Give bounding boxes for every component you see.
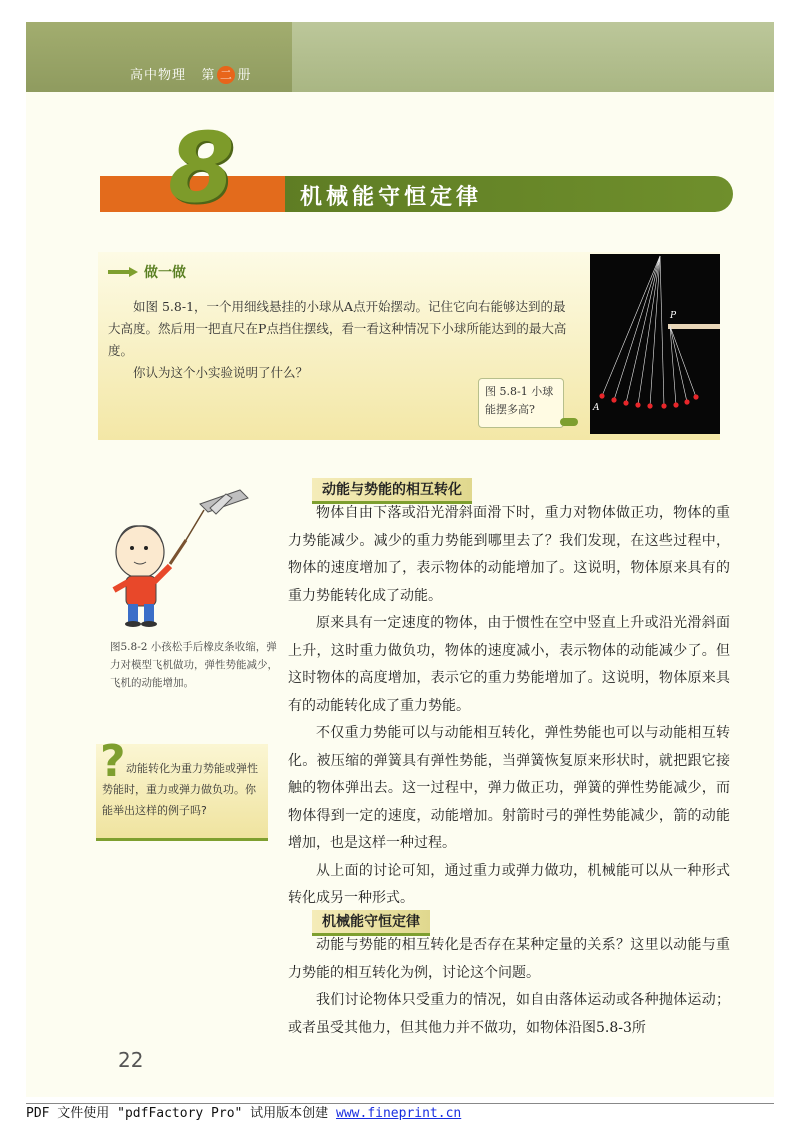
section-title: 机械能守恒定律	[312, 910, 430, 936]
arrow-icon	[108, 267, 138, 277]
label-a: A	[593, 403, 600, 413]
question-text: 动能转化为重力势能或弹性势能时，重力或弹力做负功。你能举出这样的例子吗?	[102, 762, 258, 817]
activity-heading-label: 做一做	[144, 265, 186, 281]
activity-paragraph: 如图 5.8-1，一个用细线悬挂的小球从A点开始摆动。记住它向右能够达到的最大高度。然后用一把直尺在P点挡住摆线，看一看这种情况下小球所能达到的最大高度。	[108, 299, 567, 358]
kid-slingshot-illustration	[104, 486, 274, 632]
page-number: 22	[118, 1048, 144, 1072]
footer-link[interactable]: www.fineprint.cn	[336, 1106, 462, 1121]
section-title: 动能与势能的相互转化	[312, 478, 472, 504]
chapter-title: 机械能守恒定律	[300, 184, 483, 210]
pendulum-illustration	[590, 254, 720, 434]
header-volume-prefix: 第	[201, 68, 216, 83]
pdf-footer	[26, 1102, 461, 1121]
footer-text: PDF 文件使用 "pdfFactory Pro" 试用版本创建	[26, 1106, 337, 1121]
body-paragraph: 物体自由下落或沿光滑斜面滑下时，重力对物体做正功，物体的重力势能减少。减少的重力势能到哪里去了？我们发现，在这些过程中，物体的速度增加了，表示物体的动能增加了。这说明，物体原来具有的重力势能转化成了动能。	[288, 505, 730, 604]
volume-badge: 二	[217, 66, 235, 84]
model-airplane	[200, 490, 248, 514]
chapter-number: 8	[168, 112, 235, 224]
pendulum-photo	[590, 254, 720, 434]
rubber-band	[186, 510, 204, 540]
header-volume-suffix: 册	[237, 68, 252, 83]
child-figure	[114, 526, 170, 627]
pointing-hand-icon	[560, 418, 578, 426]
body-paragraph: 我们讨论物体只受重力的情况，如自由落体运动或各种抛体运动；或者虽受其他力，但其他力并不做功，如物体沿图5.8-3所	[288, 992, 730, 1036]
label-p: P	[670, 311, 677, 321]
body-paragraph: 原来具有一定速度的物体，由于惯性在空中竖直上升或沿光滑斜面上升，这时重力做负功，物体的速度减小，表示物体的动能减少了。但这时物体的高度增加，表示它的重力势能增加了。这说明，物体原来具有的动能转化成了重力势能。	[288, 615, 730, 714]
header-subject: 高中物理	[130, 68, 187, 83]
question-mark-icon: ?	[100, 736, 126, 787]
ruler	[668, 324, 720, 329]
figure-caption-5-8-2: 图5.8-2 小孩松手后橡皮条收缩，弹力对模型飞机做功，弹性势能减少，飞机的动能增加。	[110, 641, 278, 689]
running-header	[130, 64, 251, 84]
body-paragraph: 从上面的讨论可知，通过重力或弹力做功，机械能可以从一种形式转化成另一种形式。	[288, 862, 730, 906]
section2-body	[288, 932, 730, 1042]
activity-heading	[108, 262, 186, 282]
activity-paragraph: 你认为这个小实验说明了什么？	[133, 365, 309, 380]
question-box-underline	[96, 838, 268, 841]
stick	[170, 540, 186, 564]
figure-caption-5-8-1: 图 5.8-1 小球能摆多高?	[478, 378, 564, 428]
body-paragraph: 动能与势能的相互转化是否存在某种定量的关系？这里以动能与重力势能的相互转化为例，讨论这个问题。	[288, 937, 730, 981]
body-paragraph: 不仅重力势能可以与动能相互转化，弹性势能也可以与动能相互转化。被压缩的弹簧具有弹性势能，当弹簧恢复原来形状时，就把跟它接触的物体弹出去。这一过程中，弹力做正功，弹簧的弹性势能减少，而物体得到一定的速度，动能增加。射箭时弓的弹性势能减少，箭的动能增加，也是这样一种过程。	[288, 725, 730, 851]
section1-body	[288, 500, 730, 913]
activity-text	[108, 296, 578, 384]
